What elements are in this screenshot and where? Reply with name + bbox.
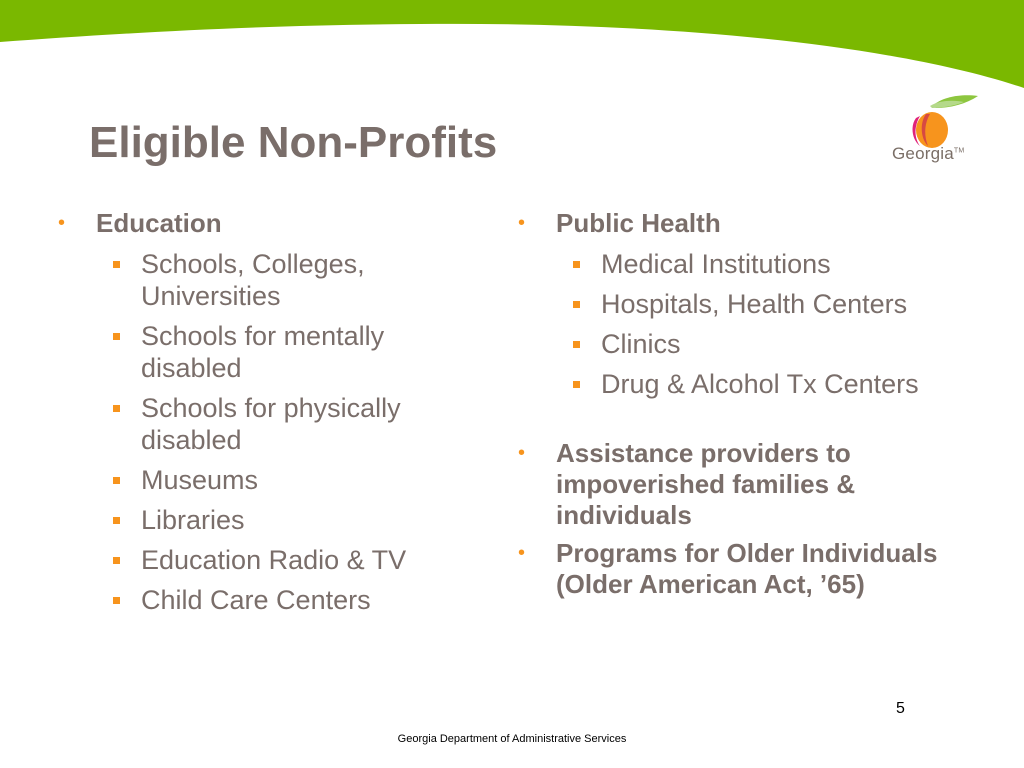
bullet-dot-icon: •: [518, 542, 526, 564]
footer-text: Georgia Department of Administrative Services: [397, 733, 627, 745]
right-column: [518, 208, 998, 600]
bullet-dot-icon: •: [58, 212, 66, 234]
list-item: Drug & Alcohol Tx Centers: [518, 368, 998, 400]
square-bullet-icon: [113, 477, 120, 484]
list-item: Medical Institutions: [518, 248, 998, 280]
square-bullet-icon: [113, 597, 120, 604]
list-item: Schools, Colleges, Universities: [58, 248, 478, 312]
top-decorative-band: [0, 0, 1024, 110]
square-bullet-icon: [113, 261, 120, 268]
list-item: Schools for physically disabled: [58, 392, 478, 456]
peach-icon: [880, 92, 984, 148]
square-bullet-icon: [573, 301, 580, 308]
logo-wordmark: Georgia™: [892, 144, 965, 163]
square-bullet-icon: [113, 405, 120, 412]
square-bullet-icon: [113, 333, 120, 340]
square-bullet-icon: [573, 381, 580, 388]
list-item: Education Radio & TV: [58, 544, 478, 576]
square-bullet-icon: [113, 517, 120, 524]
list-item: Libraries: [58, 504, 478, 536]
georgia-logo: [880, 92, 984, 172]
list-item: Clinics: [518, 328, 998, 360]
page-number: 5: [896, 700, 905, 717]
bullet-dot-icon: •: [518, 442, 526, 464]
bullet-public-health: • Public Health: [518, 208, 721, 238]
bullet-older-individuals: • Programs for Older Individuals (Older American Act, ’65): [518, 538, 938, 599]
list-item: Museums: [58, 464, 478, 496]
left-column: [58, 208, 478, 616]
list-item: Hospitals, Health Centers: [518, 288, 998, 320]
list-item: Child Care Centers: [58, 584, 478, 616]
bullet-dot-icon: •: [518, 212, 526, 234]
square-bullet-icon: [113, 557, 120, 564]
list-item: Schools for mentally disabled: [58, 320, 478, 384]
square-bullet-icon: [573, 341, 580, 348]
bullet-assistance-providers: • Assistance providers to impoverished families & individuals: [518, 438, 856, 530]
bullet-education: • Education: [58, 208, 222, 238]
slide-title: Eligible Non-Profits: [89, 118, 498, 167]
square-bullet-icon: [573, 261, 580, 268]
